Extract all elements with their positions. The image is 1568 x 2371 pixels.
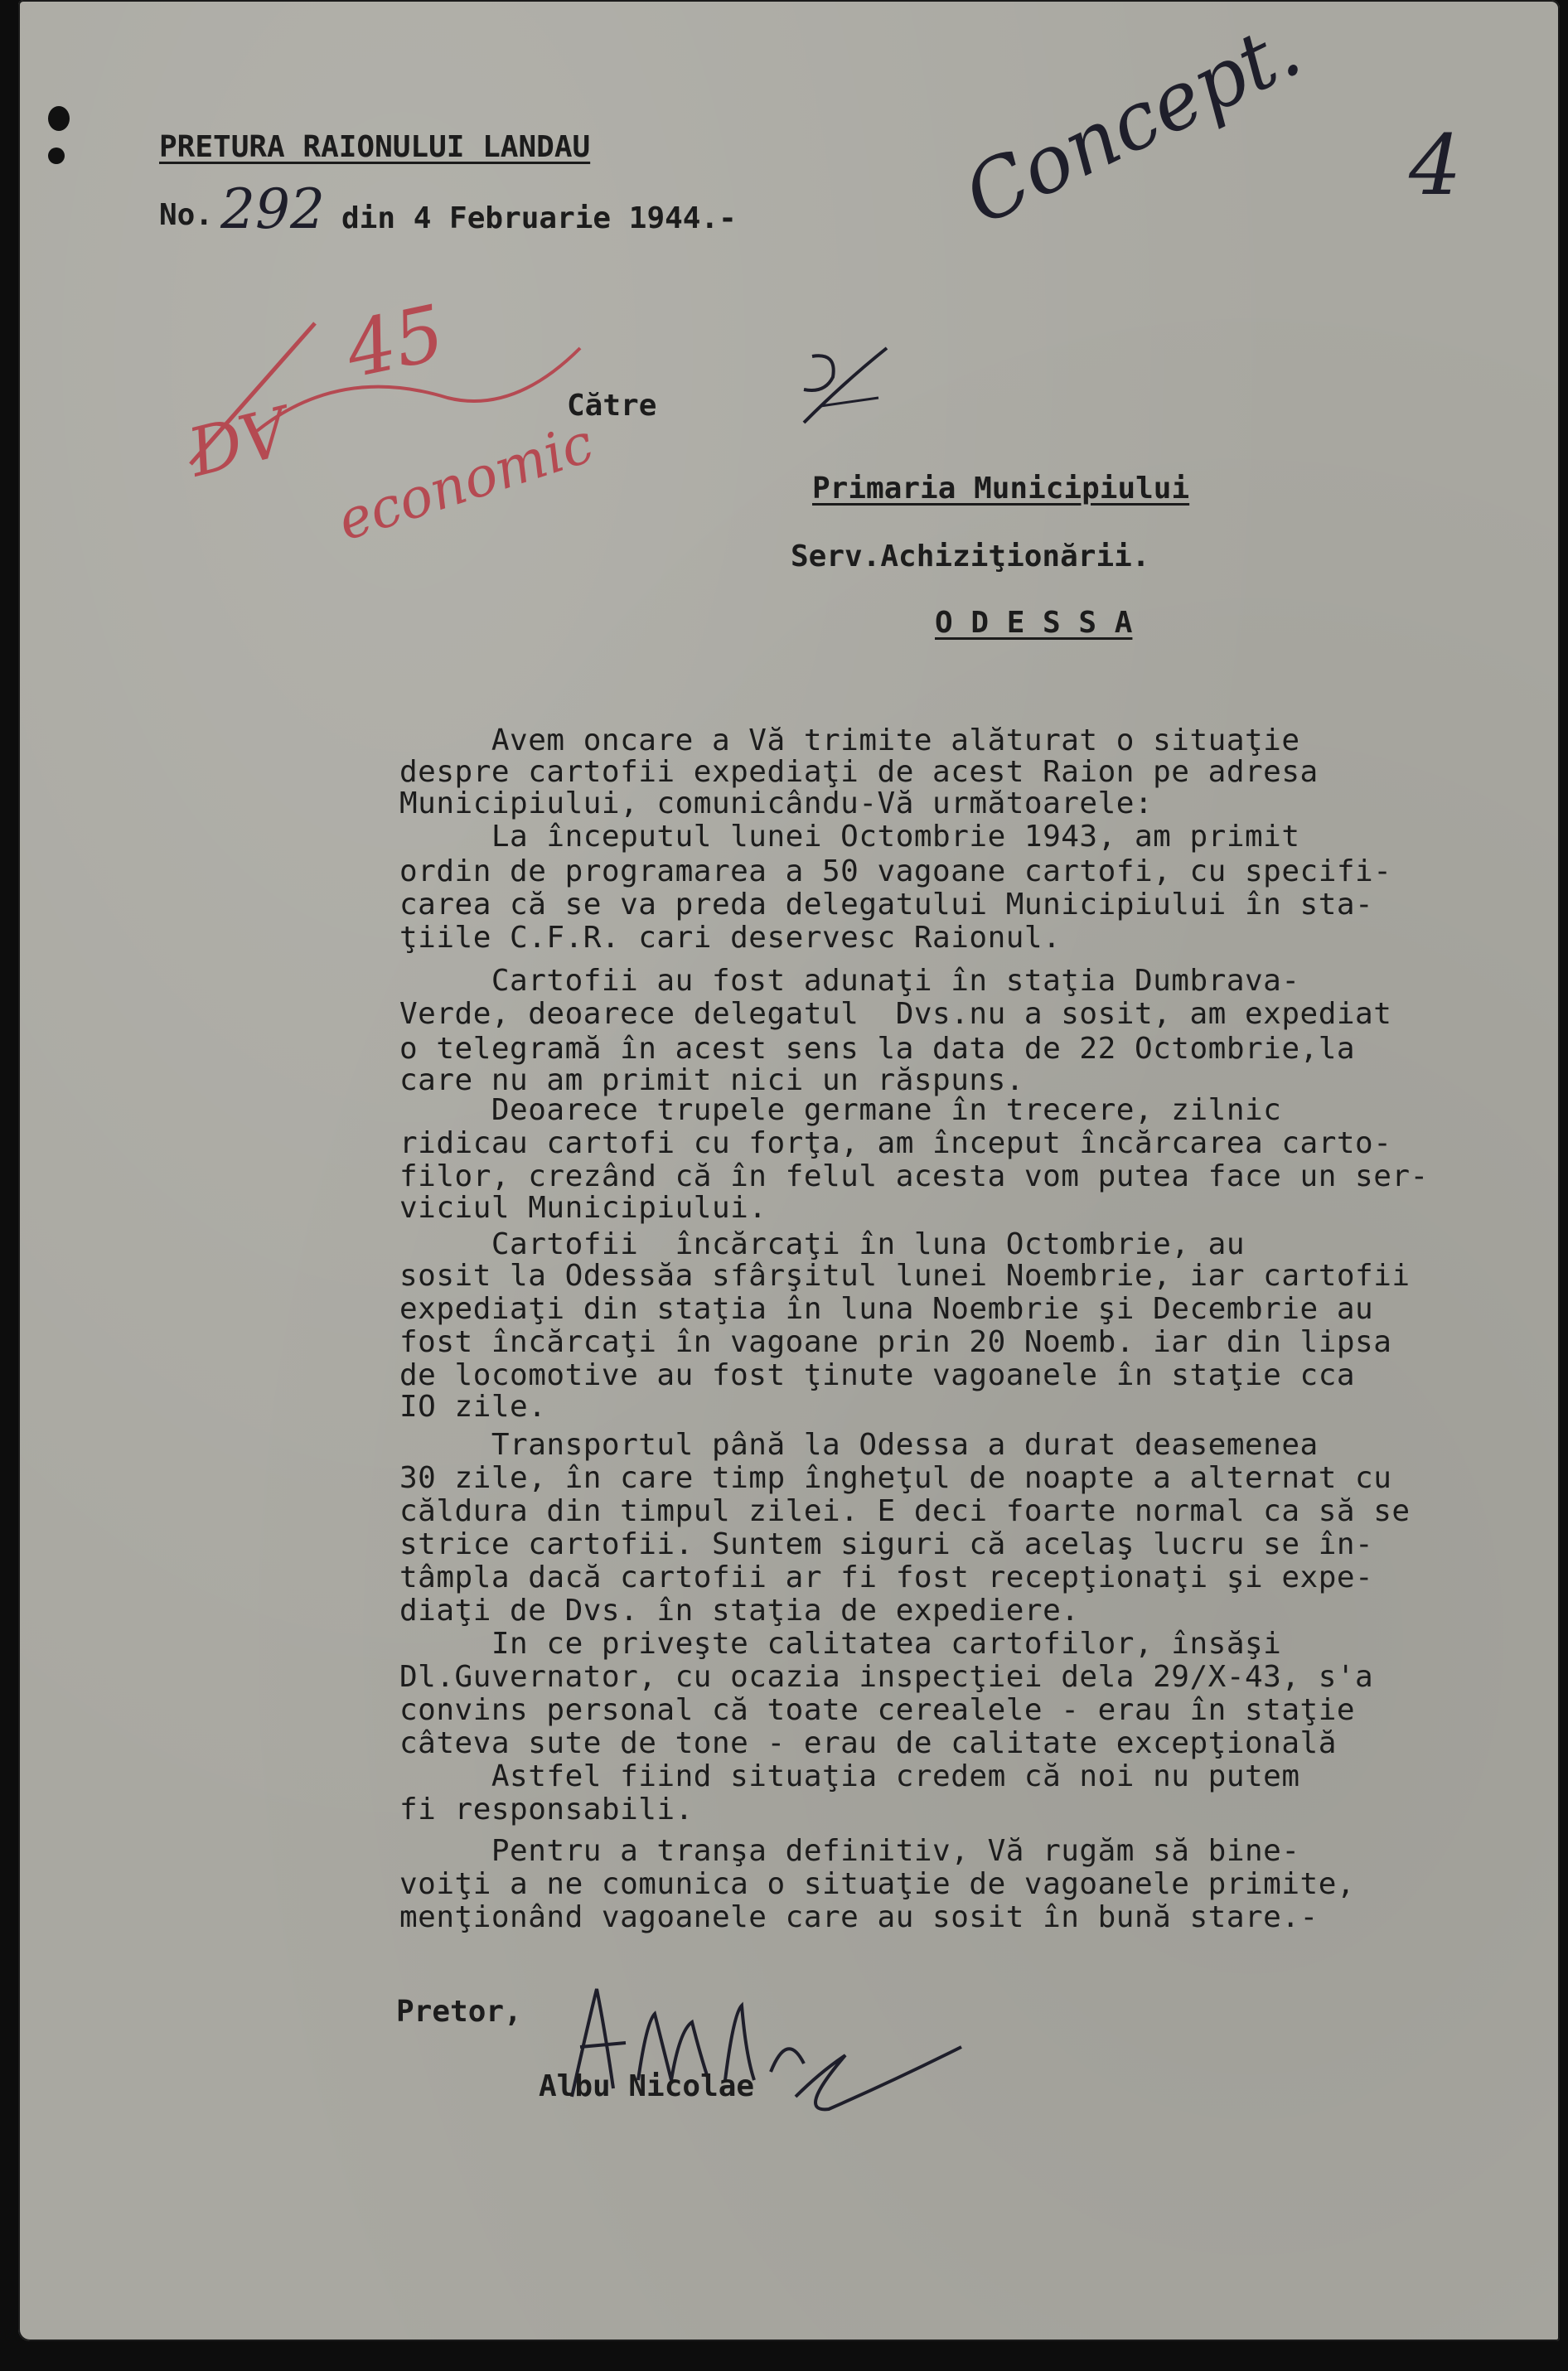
signatory-name: Albu Nicolae: [539, 2069, 755, 2103]
body-line: câteva sute de tone - erau de calitate excepţională: [399, 1726, 1337, 1760]
folio-number: 4: [1409, 117, 1462, 214]
body-line: de locomotive au fost ţinute vagoanele în staţie cca: [399, 1358, 1356, 1392]
body-line: Pentru a tranşa definitiv, Vă rugăm să bine-: [399, 1834, 1300, 1868]
body-line: carea că se va preda delegatului Municipiului în sta-: [399, 888, 1374, 922]
body-line: Transportul până la Odessa a durat deasemenea: [399, 1428, 1319, 1462]
body-line: căldura din timpul zilei. E deci foarte normal ca să se: [399, 1494, 1411, 1528]
handwritten-check-mark: [787, 331, 903, 448]
body-line: strice cartofii. Suntem siguri că acelaş lucru se în-: [399, 1527, 1374, 1561]
punch-hole-top: [48, 106, 70, 131]
body-line: o telegramă în acest sens la data de 22 Octombrie,la: [399, 1032, 1356, 1066]
body-line: menţionând vagoanele care au sosit în bună stare.-: [399, 1900, 1319, 1934]
body-line: Municipiului, comunicându-Vă următoarele:: [399, 786, 1154, 820]
body-line: viciul Municipiului.: [399, 1191, 767, 1225]
body-line: Astfel fiind situaţia credem că noi nu putem: [399, 1759, 1300, 1793]
body-line: Dl.Guvernator, cu ocazia inspecţiei dela 29/X-43, s'a: [399, 1660, 1374, 1694]
body-line: Avem oncare a Vă trimite alăturat o situaţie: [399, 723, 1300, 757]
body-line: care nu am primit nici un răspuns.: [399, 1063, 1024, 1097]
body-line: In ce priveşte calitatea cartofilor, însăşi: [399, 1627, 1282, 1661]
body-line: tâmpla dacă cartofii ar fi fost recepţionaţi şi expe-: [399, 1561, 1374, 1594]
body-line: IO zile.: [399, 1390, 547, 1424]
addressee-line-1: Primaria Municipiului: [812, 472, 1190, 506]
body-line: Deoarece trupele germane în trecere, zilnic: [399, 1093, 1282, 1127]
punch-hole-middle: [48, 148, 65, 164]
body-line: ridicau cartofi cu forţa, am început încărcarea carto-: [399, 1126, 1392, 1160]
number-prefix: No.: [159, 198, 214, 232]
body-line: ordin de programarea a 50 vagoane cartofi, cu specifi-: [399, 854, 1392, 888]
body-line: diaţi de Dvs. în staţia de expediere.: [399, 1594, 1080, 1628]
body-line: expediaţi din staţia în luna Noembrie şi Decembrie au: [399, 1292, 1374, 1326]
addressee-line-2: Serv.Achiziţionării.: [791, 540, 1150, 573]
concept-annotation: Concept.: [950, 2, 1314, 244]
office-header: PRETURA RAIONULUI LANDAU: [159, 130, 591, 164]
body-line: Cartofii au fost adunaţi în staţia Dumbrava-: [399, 964, 1300, 998]
handwritten-number: 292: [220, 177, 325, 241]
body-line: fost încărcaţi în vagoane prin 20 Noemb. iar din lipsa: [399, 1325, 1392, 1359]
body-line: voiţi a ne comunica o situaţie de vagoanele primite,: [399, 1867, 1356, 1901]
body-line: despre cartofii expediaţi de acest Raion pe adresa: [399, 755, 1319, 789]
greeting: Către: [567, 389, 657, 423]
body-line: Cartofii încărcaţi în luna Octombrie, au: [399, 1227, 1245, 1261]
body-line: 30 zile, în care timp îngheţul de noapte a alternat cu: [399, 1461, 1392, 1495]
body-line: Verde, deoarece delegatul Dvs.nu a sosit, am expediat: [399, 997, 1392, 1031]
letter-date: din 4 Februarie 1944.-: [341, 201, 737, 235]
body-line: La începutul lunei Octombrie 1943, am primit: [399, 820, 1300, 854]
body-line: ţiile C.F.R. cari deservesc Raionul.: [399, 921, 1062, 955]
body-line: sosit la Odessăa sfârşitul lunei Noembrie, iar cartofii: [399, 1259, 1411, 1293]
red-number: 45: [338, 288, 452, 395]
body-line: convins personal că toate cerealele - erau în staţie: [399, 1693, 1356, 1727]
addressee-line-3: O D E S S A: [935, 606, 1133, 640]
body-line: filor, crezând că în felul acesta vom putea face un ser-: [399, 1159, 1429, 1193]
body-line: fi responsabili.: [399, 1793, 694, 1827]
red-word: economic: [330, 410, 602, 554]
signatory-title: Pretor,: [396, 1995, 522, 2029]
red-scribble-mark: [174, 298, 605, 514]
red-prefix: DV: [181, 393, 297, 492]
